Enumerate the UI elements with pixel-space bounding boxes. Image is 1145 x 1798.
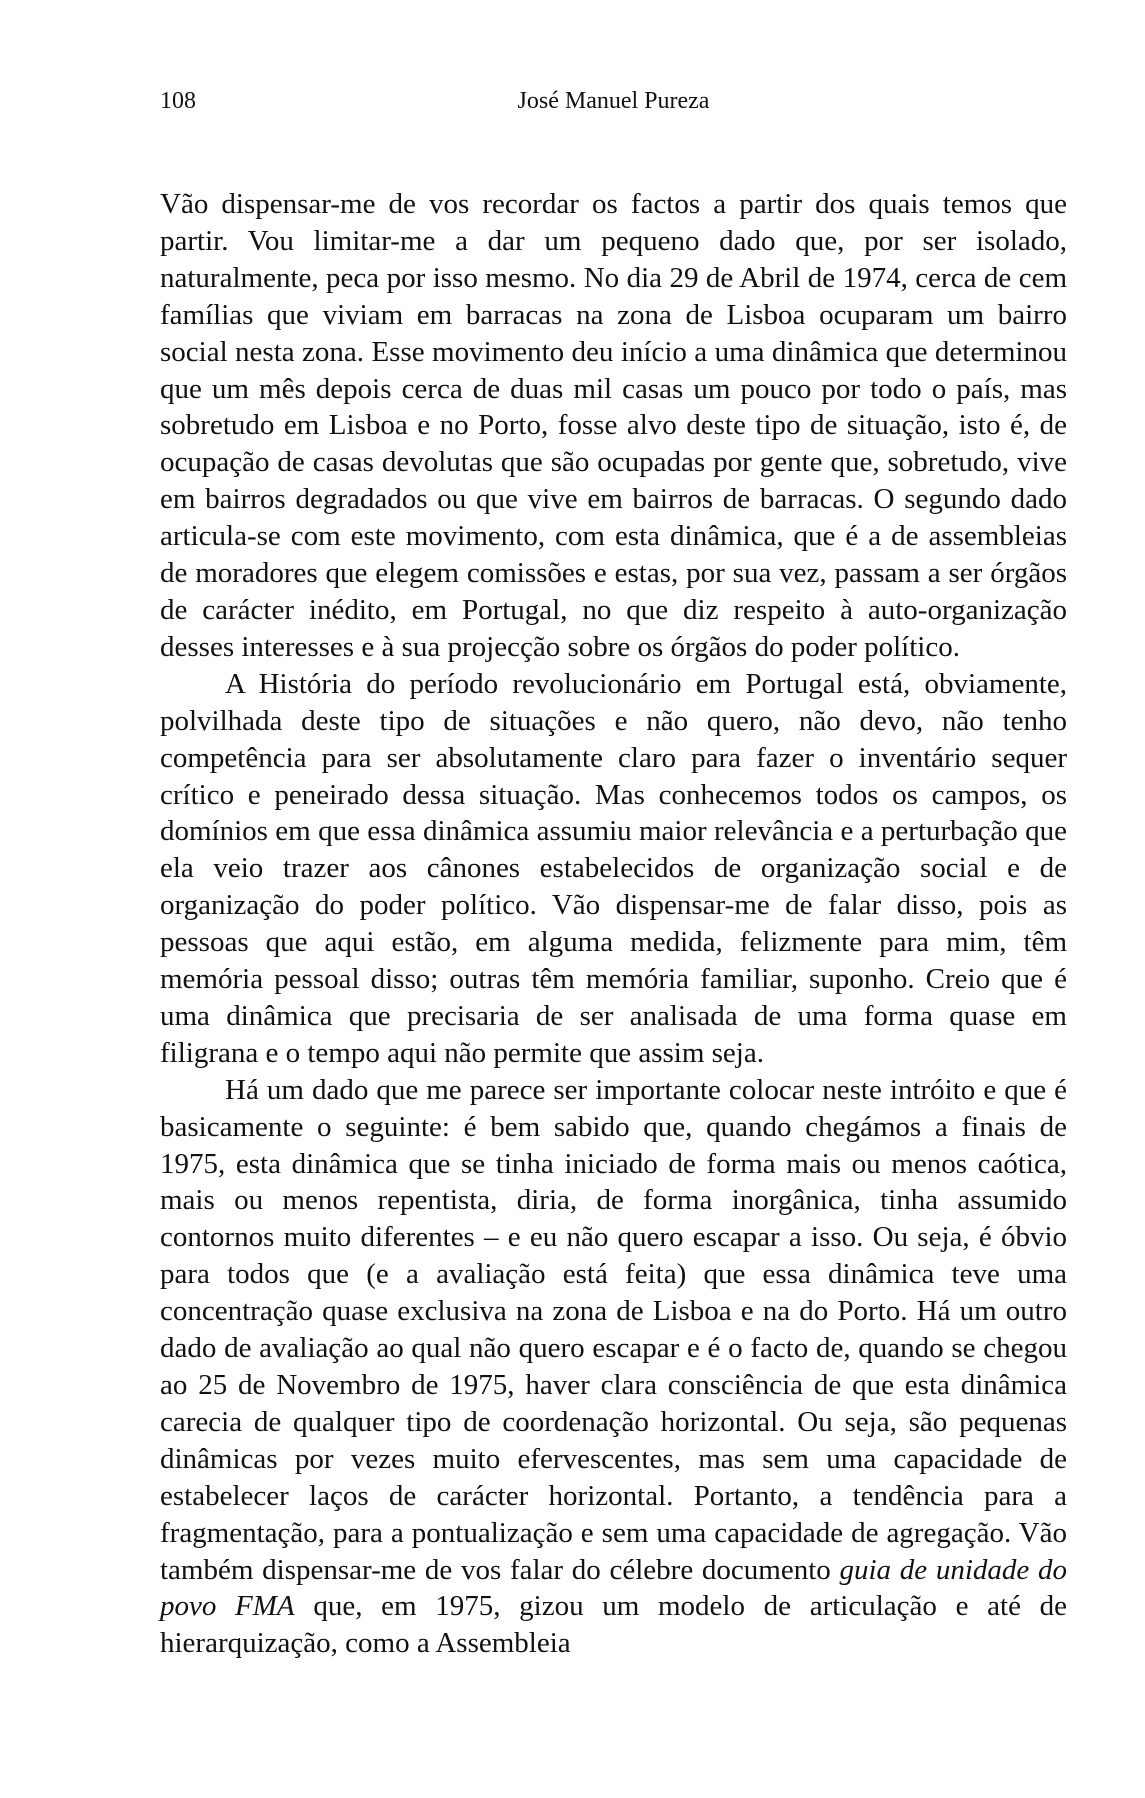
page-number: 108 (160, 88, 196, 114)
paragraph-3 (160, 1072, 1067, 1663)
paragraph-3-text-before: Há um dado que me parece ser importante colocar neste intróito e que é basicamente o seguinte: é bem sabido que, quando chegámos a finais de 1975, esta dinâmica que se tinha iniciado de forma mais ou menos caótica, mais ou menos repentista, diria, de forma inorgânica, tinha assumido contornos muito diferentes – e eu não quero escapar a isso. Ou seja, é óbvio para todos que (e a avaliação está feita) que essa dinâmica teve uma concentração quase exclusiva na zona de Lisboa e na do Porto. Há um outro dado de avaliação ao qual não quero escapar e é o facto de, quando se chegou ao 25 de Novembro de 1975, haver clara consciência de que esta dinâmica carecia de qualquer tipo de coordenação horizontal. Ou seja, são pequenas dinâmicas por vezes muito efervescentes, mas sem uma capacidade de estabelecer laços de carácter horizontal. Portanto, a tendência para a fragmentação, para a pontualização e sem uma capacidade de agregação. Vão também dispensar-me de vos falar do célebre documento (160, 1073, 1067, 1586)
paragraph-2: A História do período revolucionário em Portugal está, obviamente, polvilhada deste tipo de situações e não quero, não devo, não tenho competência para ser absolutamente claro para fazer o inventário sequer crítico e peneirado dessa situação. Mas conhecemos todos os campos, os domínios em que essa dinâmica assumiu maior relevância e a perturbação que ela veio trazer aos cânones estabelecidos de organização social e de organização do poder político. Vão dispensar-me de falar disso, pois as pessoas que aqui estão, em alguma medida, felizmente para mim, têm memória pessoal disso; outras têm memória familiar, suponho. Creio que é uma dinâmica que precisaria de ser analisada de uma forma quase em filigrana e o tempo aqui não permite que assim seja. (160, 667, 1067, 1069)
running-head: José Manuel Pureza (517, 88, 710, 114)
document-title-italic: guia de unidade do povo FMA (160, 1553, 1068, 1623)
page-header (160, 88, 1067, 120)
paragraph-3-text-after: que, em 1975, gizou um modelo de articulação e até de hierarquização, como a Assembleia (160, 1590, 1067, 1660)
paragraph-1: Vão dispensar-me de vos recordar os factos a partir dos quais temos que partir. Vou limitar-me a dar um pequeno dado que, por ser isolado, naturalmente, peca por isso mesmo. No dia 29 de Abril de 1974, cerca de cem famílias que viviam em barracas na zona de Lisboa ocuparam um bairro social nesta zona. Esse movimento deu início a uma dinâmica que determinou que um mês depois cerca de duas mil casas um pouco por todo o país, mas sobretudo em Lisboa e no Porto, fosse alvo deste tipo de situação, isto é, de ocupação de casas devolutas que são ocupadas por gente que, sobretudo, vive em bairros degradados ou que vive em bairros de barracas. O segundo dado articula-se com este movimento, com esta dinâmica, que é a de assembleias de moradores que elegem comissões e estas, por sua vez, passam a ser órgãos de carácter inédito, em Portugal, no que diz respeito à auto-organização desses interesses e à sua projecção sobre os órgãos do poder político. (160, 188, 1067, 663)
body-text (160, 186, 1067, 1662)
